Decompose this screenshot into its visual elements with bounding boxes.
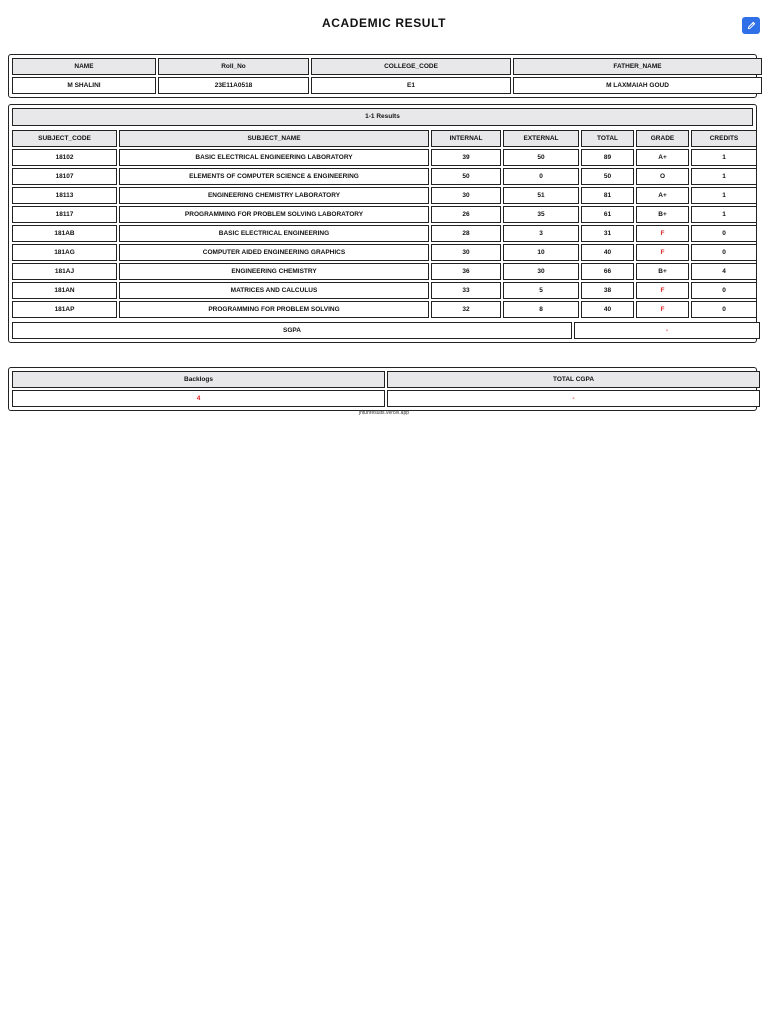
total-cell: 40 — [581, 244, 634, 261]
credits-cell: 0 — [691, 225, 757, 242]
grade-cell: F — [636, 282, 689, 299]
result-row — [12, 282, 757, 299]
backlogs-value: 4 — [12, 390, 385, 407]
sgpa-value: - — [574, 322, 760, 339]
college-code-value: E1 — [311, 77, 511, 94]
result-row — [12, 244, 757, 261]
student-info-block — [8, 54, 757, 98]
total-cell: 89 — [581, 149, 634, 166]
subject-code-cell: 18113 — [12, 187, 117, 204]
total-cell: 38 — [581, 282, 634, 299]
results-header-row — [12, 130, 757, 147]
result-row — [12, 149, 757, 166]
subject-name-cell: PROGRAMMING FOR PROBLEM SOLVING — [119, 301, 429, 318]
internal-cell: 30 — [431, 244, 501, 261]
subject-name-cell: ELEMENTS OF COMPUTER SCIENCE & ENGINEERING — [119, 168, 429, 185]
internal-cell: 36 — [431, 263, 501, 280]
result-row — [12, 301, 757, 318]
internal-cell: 26 — [431, 206, 501, 223]
result-row — [12, 263, 757, 280]
roll-no-header: Roll_No — [158, 58, 309, 75]
subject-code-header: SUBJECT_CODE — [12, 130, 117, 147]
subject-name-cell: BASIC ELECTRICAL ENGINEERING LABORATORY — [119, 149, 429, 166]
total-cell: 40 — [581, 301, 634, 318]
credits-cell: 1 — [691, 149, 757, 166]
external-header: EXTERNAL — [503, 130, 579, 147]
subject-name-cell: BASIC ELECTRICAL ENGINEERING — [119, 225, 429, 242]
external-cell: 8 — [503, 301, 579, 318]
grade-cell: F — [636, 225, 689, 242]
semester-title: 1-1 Results — [12, 108, 753, 126]
total-cgpa-value: - — [387, 390, 760, 407]
result-row — [12, 225, 757, 242]
name-value: M SHALINI — [12, 77, 156, 94]
grade-cell: B+ — [636, 206, 689, 223]
total-cgpa-header: TOTAL CGPA — [387, 371, 760, 388]
external-cell: 10 — [503, 244, 579, 261]
roll-no-value: 23E11A0518 — [158, 77, 309, 94]
credits-header: CREDITS — [691, 130, 757, 147]
grade-cell: A+ — [636, 187, 689, 204]
total-cell: 66 — [581, 263, 634, 280]
sgpa-label: SGPA — [12, 322, 572, 339]
college-code-header: COLLEGE_CODE — [311, 58, 511, 75]
sgpa-table — [10, 320, 762, 341]
summary-block — [8, 367, 757, 411]
external-cell: 30 — [503, 263, 579, 280]
student-value-row — [12, 77, 762, 94]
result-row — [12, 168, 757, 185]
credits-cell: 0 — [691, 244, 757, 261]
internal-cell: 33 — [431, 282, 501, 299]
subject-code-cell: 181AP — [12, 301, 117, 318]
total-cell: 61 — [581, 206, 634, 223]
total-cell: 81 — [581, 187, 634, 204]
grade-cell: O — [636, 168, 689, 185]
internal-cell: 30 — [431, 187, 501, 204]
credits-cell: 1 — [691, 187, 757, 204]
subject-name-cell: COMPUTER AIDED ENGINEERING GRAPHICS — [119, 244, 429, 261]
internal-cell: 32 — [431, 301, 501, 318]
external-cell: 3 — [503, 225, 579, 242]
sgpa-row — [12, 322, 760, 339]
student-header-row — [12, 58, 762, 75]
credits-cell: 1 — [691, 168, 757, 185]
credits-cell: 0 — [691, 282, 757, 299]
name-header: NAME — [12, 58, 156, 75]
results-block — [8, 104, 757, 343]
credits-cell: 0 — [691, 301, 757, 318]
subject-name-cell: PROGRAMMING FOR PROBLEM SOLVING LABORATORY — [119, 206, 429, 223]
subject-name-cell: ENGINEERING CHEMISTRY — [119, 263, 429, 280]
subject-code-cell: 181AB — [12, 225, 117, 242]
external-cell: 35 — [503, 206, 579, 223]
subject-code-cell: 181AG — [12, 244, 117, 261]
summary-header-row — [12, 371, 760, 388]
subject-name-header: SUBJECT_NAME — [119, 130, 429, 147]
external-cell: 5 — [503, 282, 579, 299]
subject-code-cell: 181AJ — [12, 263, 117, 280]
semester-title-table — [10, 106, 755, 128]
internal-cell: 28 — [431, 225, 501, 242]
internal-header: INTERNAL — [431, 130, 501, 147]
grade-header: GRADE — [636, 130, 689, 147]
father-name-header: FATHER_NAME — [513, 58, 762, 75]
grade-cell: F — [636, 301, 689, 318]
total-cell: 50 — [581, 168, 634, 185]
internal-cell: 50 — [431, 168, 501, 185]
internal-cell: 39 — [431, 149, 501, 166]
external-cell: 50 — [503, 149, 579, 166]
summary-value-row — [12, 390, 760, 407]
subject-code-cell: 18107 — [12, 168, 117, 185]
external-cell: 51 — [503, 187, 579, 204]
backlogs-header: Backlogs — [12, 371, 385, 388]
subject-code-cell: 18117 — [12, 206, 117, 223]
student-info-table — [10, 56, 764, 96]
total-cell: 31 — [581, 225, 634, 242]
result-row — [12, 206, 757, 223]
subject-name-cell: MATRICES AND CALCULUS — [119, 282, 429, 299]
result-row — [12, 187, 757, 204]
credits-cell: 4 — [691, 263, 757, 280]
credits-cell: 1 — [691, 206, 757, 223]
father-name-value: M LAXMAIAH GOUD — [513, 77, 762, 94]
summary-table — [10, 369, 762, 409]
pencil-icon — [747, 21, 756, 30]
grade-cell: F — [636, 244, 689, 261]
subject-code-cell: 181AN — [12, 282, 117, 299]
total-header: TOTAL — [581, 130, 634, 147]
external-cell: 0 — [503, 168, 579, 185]
footer-url: jntuhresults.vercel.app — [358, 410, 410, 416]
page-title: ACADEMIC RESULT — [321, 16, 447, 30]
grade-cell: B+ — [636, 263, 689, 280]
edit-button[interactable] — [742, 17, 760, 34]
subject-name-cell: ENGINEERING CHEMISTRY LABORATORY — [119, 187, 429, 204]
grade-cell: A+ — [636, 149, 689, 166]
subject-code-cell: 18102 — [12, 149, 117, 166]
results-table — [10, 128, 759, 320]
